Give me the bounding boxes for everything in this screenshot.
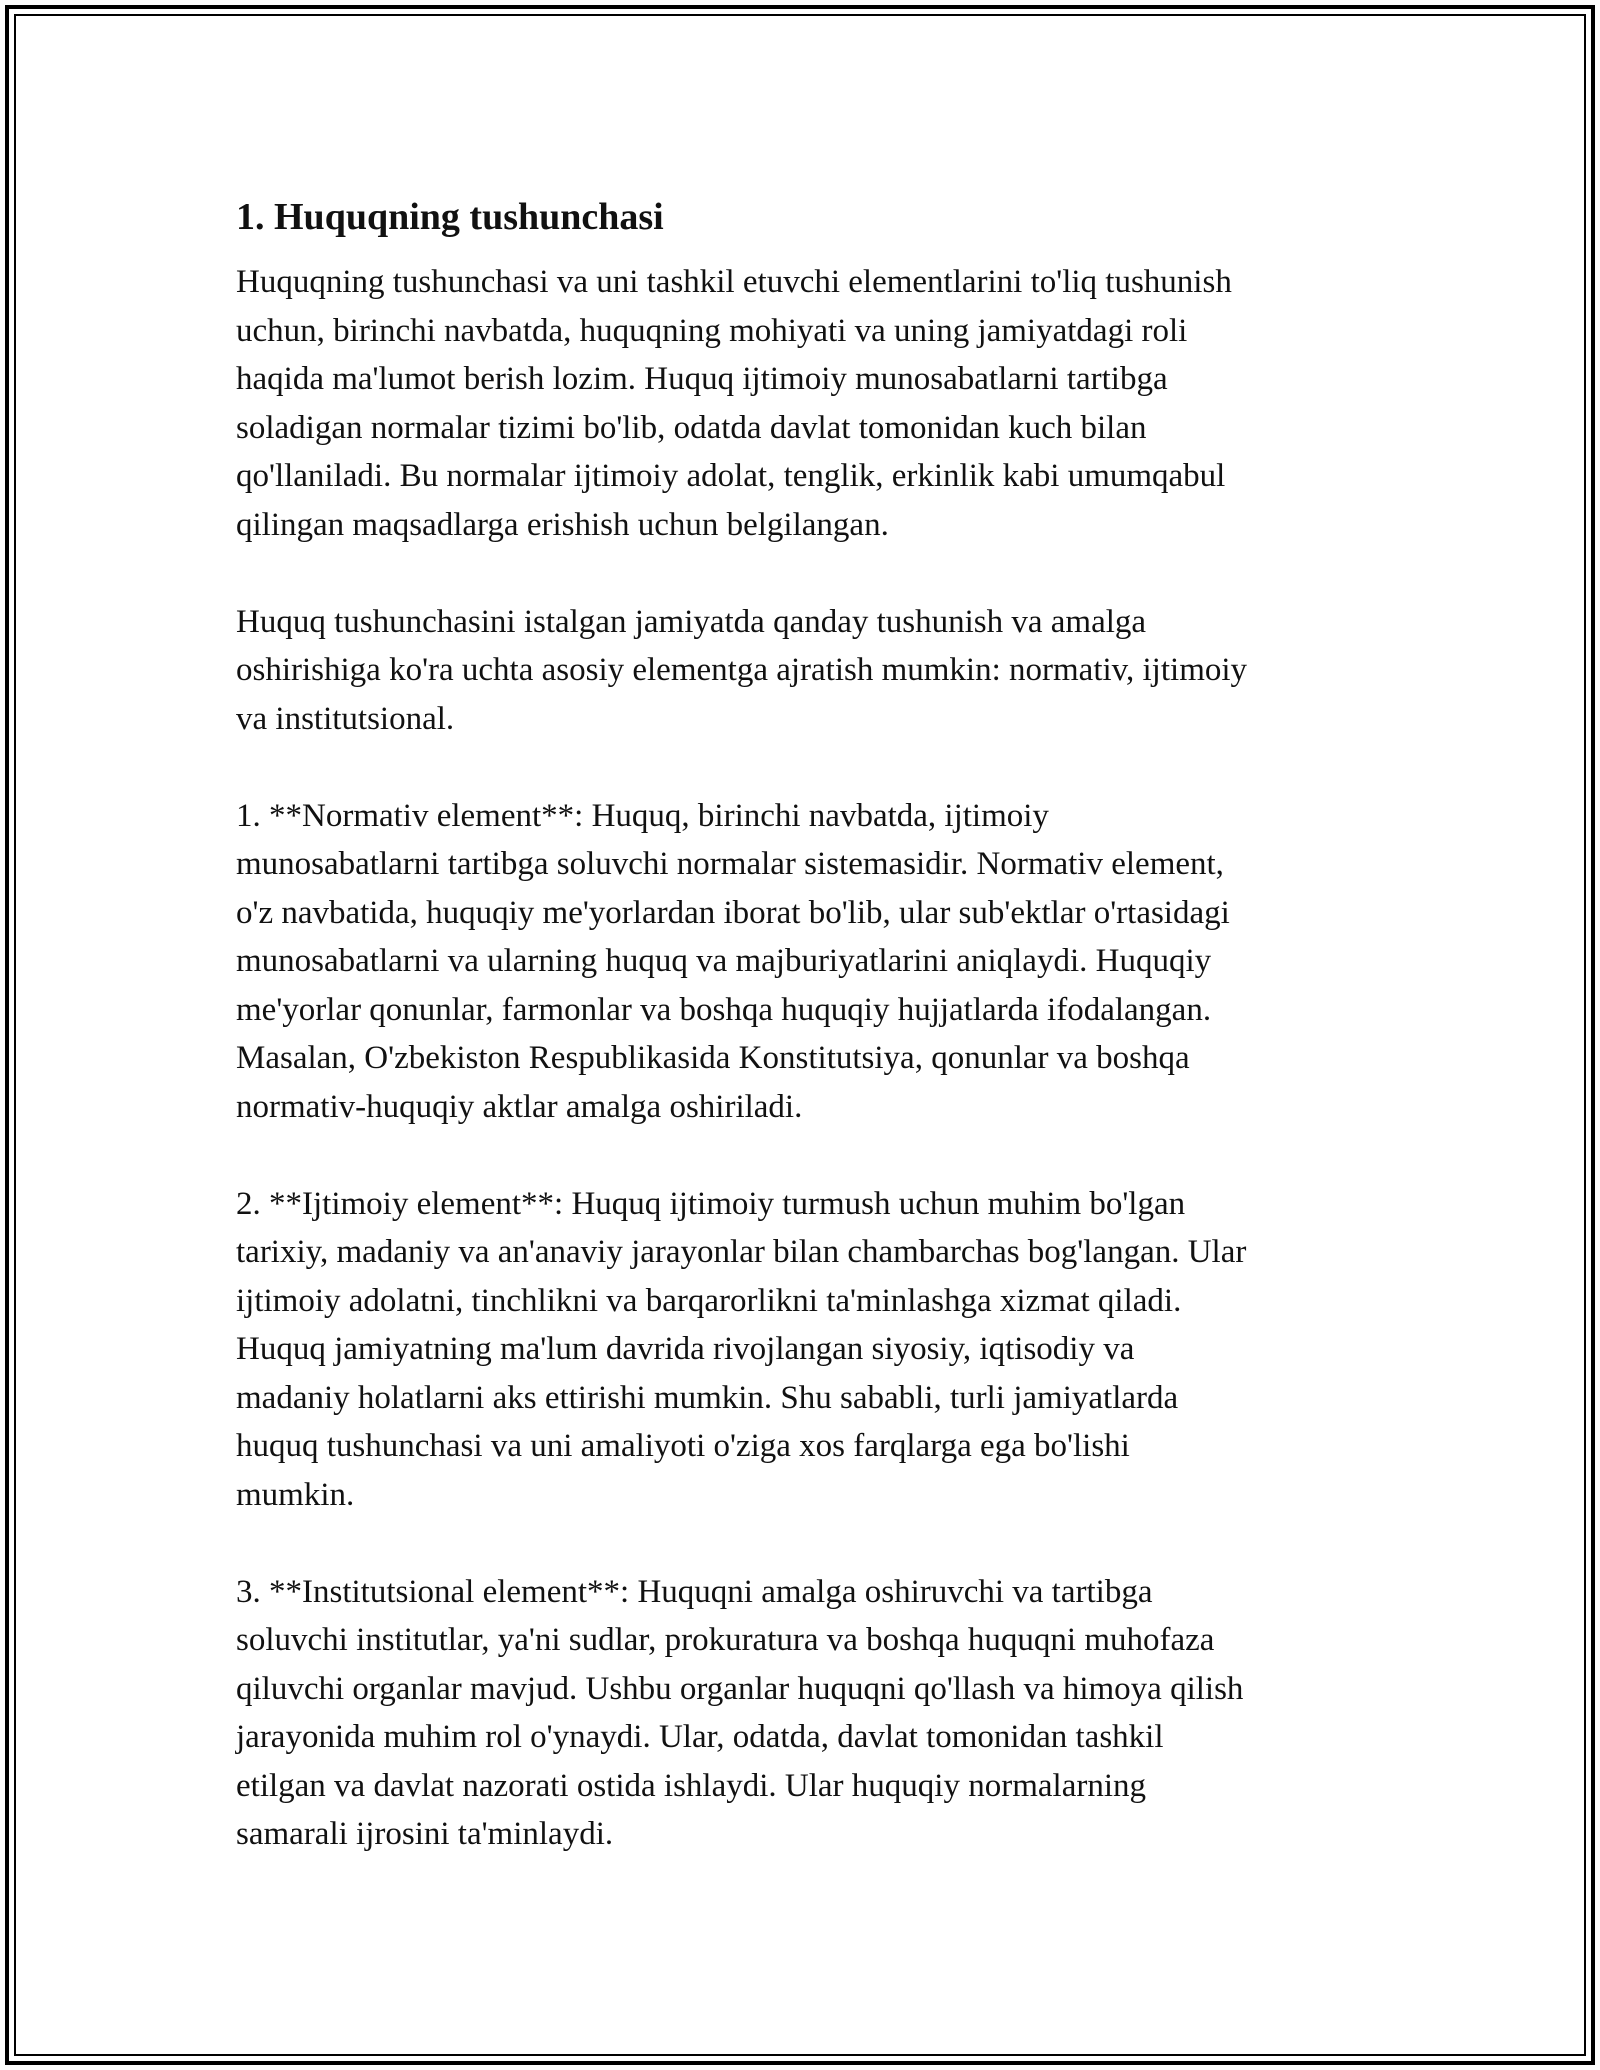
document-body <box>236 180 1386 1907</box>
elements-overview-paragraph: Huquq tushunchasini istalgan jamiyatda qanday tushunish va amalga oshirishiga ko'ra uchta asosiy elementga ajratish mumkin: normativ, ijtimoiy va institutsional. <box>236 603 1248 737</box>
institutional-element-paragraph: 3. **Institutsional element**: Huquqni amalga oshiruvchi va tartibga soluvchi institutlar, ya'ni sudlar, prokuratura va boshqa huquqni muhofaza qiluvchi organlar mavjud. Ushbu organlar huquqni qo'llash va himoya qilish jarayonida muhim rol o'ynaydi. Ular, odatda, davlat tomonidan tashkil etilgan va davlat nazorati ostida ishlaydi. Ular huquqiy normalarning samarali ijrosini ta'minlaydi. <box>236 1573 1244 1852</box>
intro-paragraph: Huquqning tushunchasi va uni tashkil etuvchi elementlarini to'liq tushunish uchun, birinchi navbatda, huquqning mohiyati va uning jamiyatdagi roli haqida ma'lumot berish lozim. Huquq ijtimoiy munosabatlarni tartibga soladigan normalar tizimi bo'lib, odatda davlat tomonidan kuch bilan qo'llaniladi. Bu normalar ijtimoiy adolat, tenglik, erkinlik kabi umumqabul qilingan maqsadlarga erishish uchun belgilangan. <box>236 264 1232 543</box>
social-element-paragraph: 2. **Ijtimoiy element**: Huquq ijtimoiy turmush uchun muhim bo'lgan tarixiy, madaniy va an'anaviy jarayonlar bilan chambarchas bog'langan. Ular ijtimoiy adolatni, tinchlikni va barqarorlikni ta'minlashga xizmat qiladi. Huquq jamiyatning ma'lum davrida rivojlangan siyosiy, iqtisodiy va madaniy holatlarni aks ettirishi mumkin. Shu sababli, turli jamiyatlarda huquq tushunchasi va uni amaliyoti o'ziga xos farqlarga ega bo'lishi mumkin. <box>236 1185 1247 1513</box>
section-heading: 1. Huquqning tushunchasi <box>236 196 664 238</box>
normative-element-paragraph: 1. **Normativ element**: Huquq, birinchi navbatda, ijtimoiy munosabatlarni tartibga soluvchi normalar sistemasidir. Normativ element, o'z navbatida, huquqiy me'yorlardan iborat bo'lib, ular sub'ektlar o'rtasidagi munosabatlarni va ularning huquq va majburiyatlarini aniqlaydi. Huquqiy me'yorlar qonunlar, farmonlar va boshqa huquqiy hujjatlarda ifodalangan. Masalan, O'zbekiston Respublikasida Konstitutsiya, qonunlar va boshqa normativ-huquqiy aktlar amalga oshiriladi. <box>236 797 1230 1125</box>
